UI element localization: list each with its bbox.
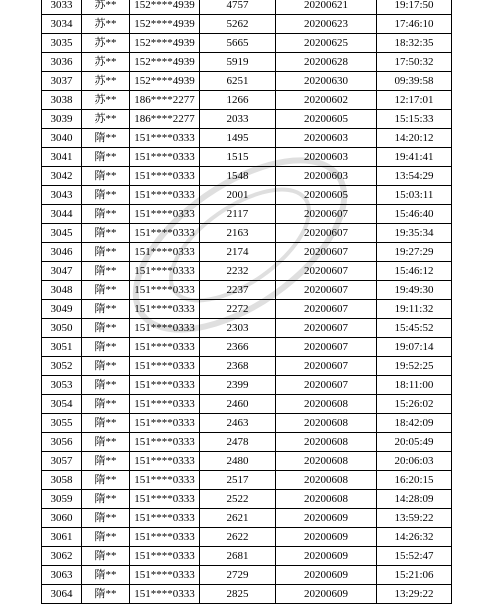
name-cell: 隋** [82,452,130,471]
phone-cell: 151****0333 [130,129,200,148]
name-cell: 隋** [82,167,130,186]
number-cell: 2460 [200,395,276,414]
phone-cell: 151****0333 [130,471,200,490]
number-cell: 2825 [200,585,276,604]
serial-number-cell: 3057 [42,452,82,471]
number-cell: 5919 [200,53,276,72]
date-cell: 20200605 [276,110,377,129]
date-cell: 20200628 [276,53,377,72]
time-cell: 09:39:58 [377,72,452,91]
phone-cell: 151****0333 [130,186,200,205]
name-cell: 隋** [82,471,130,490]
name-cell: 隋** [82,376,130,395]
number-cell: 1266 [200,91,276,110]
serial-number-cell: 3051 [42,338,82,357]
serial-number-cell: 3037 [42,72,82,91]
serial-number-cell: 3042 [42,167,82,186]
date-cell: 20200607 [276,376,377,395]
time-cell: 15:21:06 [377,566,452,585]
table-row [42,490,452,509]
table-row [42,34,452,53]
serial-number-cell: 3039 [42,110,82,129]
table-row [42,15,452,34]
name-cell: 隋** [82,338,130,357]
date-cell: 20200607 [276,281,377,300]
date-cell: 20200623 [276,15,377,34]
time-cell: 19:11:32 [377,300,452,319]
table-row [42,357,452,376]
table-row [42,53,452,72]
date-cell: 20200607 [276,319,377,338]
table-row [42,585,452,604]
table-row [42,148,452,167]
table-row [42,129,452,148]
table-row [42,319,452,338]
time-cell: 15:45:52 [377,319,452,338]
records-table-body [42,0,452,604]
phone-cell: 151****0333 [130,205,200,224]
table-row [42,452,452,471]
date-cell: 20200607 [276,262,377,281]
serial-number-cell: 3049 [42,300,82,319]
date-cell: 20200608 [276,433,377,452]
table-row [42,395,452,414]
number-cell: 4757 [200,0,276,15]
name-cell: 隋** [82,205,130,224]
phone-cell: 186****2277 [130,110,200,129]
phone-cell: 152****4939 [130,34,200,53]
name-cell: 苏** [82,110,130,129]
serial-number-cell: 3035 [42,34,82,53]
serial-number-cell: 3038 [42,91,82,110]
time-cell: 19:07:14 [377,338,452,357]
phone-cell: 151****0333 [130,452,200,471]
date-cell: 20200609 [276,566,377,585]
table-row [42,224,452,243]
name-cell: 隋** [82,224,130,243]
table-row [42,471,452,490]
time-cell: 15:26:02 [377,395,452,414]
name-cell: 隋** [82,243,130,262]
number-cell: 2681 [200,547,276,566]
name-cell: 隋** [82,357,130,376]
table-row [42,566,452,585]
number-cell: 2033 [200,110,276,129]
number-cell: 2368 [200,357,276,376]
phone-cell: 151****0333 [130,490,200,509]
table-row [42,376,452,395]
phone-cell: 151****0333 [130,167,200,186]
name-cell: 隋** [82,414,130,433]
number-cell: 2272 [200,300,276,319]
number-cell: 1548 [200,167,276,186]
time-cell: 15:46:12 [377,262,452,281]
serial-number-cell: 3053 [42,376,82,395]
table-row [42,243,452,262]
number-cell: 2001 [200,186,276,205]
number-cell: 2480 [200,452,276,471]
name-cell: 苏** [82,72,130,91]
time-cell: 14:26:32 [377,528,452,547]
name-cell: 隋** [82,129,130,148]
serial-number-cell: 3046 [42,243,82,262]
date-cell: 20200609 [276,528,377,547]
date-cell: 20200609 [276,547,377,566]
number-cell: 2522 [200,490,276,509]
date-cell: 20200607 [276,357,377,376]
time-cell: 19:41:41 [377,148,452,167]
phone-cell: 151****0333 [130,414,200,433]
number-cell: 1515 [200,148,276,167]
time-cell: 15:03:11 [377,186,452,205]
phone-cell: 152****4939 [130,15,200,34]
name-cell: 苏** [82,0,130,15]
serial-number-cell: 3058 [42,471,82,490]
name-cell: 隋** [82,319,130,338]
time-cell: 17:46:10 [377,15,452,34]
name-cell: 苏** [82,15,130,34]
table-row [42,262,452,281]
number-cell: 2366 [200,338,276,357]
phone-cell: 151****0333 [130,509,200,528]
time-cell: 14:28:09 [377,490,452,509]
time-cell: 19:27:29 [377,243,452,262]
name-cell: 隋** [82,585,130,604]
serial-number-cell: 3045 [42,224,82,243]
number-cell: 2237 [200,281,276,300]
number-cell: 2117 [200,205,276,224]
table-row [42,0,452,15]
date-cell: 20200608 [276,414,377,433]
serial-number-cell: 3033 [42,0,82,15]
phone-cell: 151****0333 [130,148,200,167]
phone-cell: 152****4939 [130,53,200,72]
number-cell: 1495 [200,129,276,148]
name-cell: 隋** [82,148,130,167]
name-cell: 苏** [82,53,130,72]
date-cell: 20200621 [276,0,377,15]
table-row [42,72,452,91]
time-cell: 17:50:32 [377,53,452,72]
number-cell: 2163 [200,224,276,243]
date-cell: 20200607 [276,338,377,357]
table-row [42,91,452,110]
serial-number-cell: 3052 [42,357,82,376]
number-cell: 2174 [200,243,276,262]
number-cell: 5262 [200,15,276,34]
phone-cell: 151****0333 [130,338,200,357]
serial-number-cell: 3055 [42,414,82,433]
name-cell: 隋** [82,300,130,319]
date-cell: 20200602 [276,91,377,110]
name-cell: 隋** [82,528,130,547]
date-cell: 20200608 [276,471,377,490]
table-row [42,281,452,300]
phone-cell: 151****0333 [130,433,200,452]
table-row [42,414,452,433]
serial-number-cell: 3061 [42,528,82,547]
time-cell: 15:46:40 [377,205,452,224]
phone-cell: 151****0333 [130,395,200,414]
name-cell: 隋** [82,395,130,414]
time-cell: 16:20:15 [377,471,452,490]
phone-cell: 151****0333 [130,585,200,604]
date-cell: 20200607 [276,205,377,224]
serial-number-cell: 3050 [42,319,82,338]
number-cell: 2621 [200,509,276,528]
date-cell: 20200608 [276,395,377,414]
phone-cell: 151****0333 [130,300,200,319]
name-cell: 苏** [82,91,130,110]
date-cell: 20200608 [276,490,377,509]
table-row [42,186,452,205]
time-cell: 18:11:00 [377,376,452,395]
time-cell: 20:06:03 [377,452,452,471]
name-cell: 隋** [82,547,130,566]
time-cell: 14:20:12 [377,129,452,148]
number-cell: 2232 [200,262,276,281]
serial-number-cell: 3054 [42,395,82,414]
date-cell: 20200625 [276,34,377,53]
serial-number-cell: 3048 [42,281,82,300]
table-row [42,300,452,319]
table-row [42,338,452,357]
name-cell: 隋** [82,433,130,452]
table-row [42,547,452,566]
date-cell: 20200608 [276,452,377,471]
serial-number-cell: 3041 [42,148,82,167]
number-cell: 2729 [200,566,276,585]
time-cell: 18:42:09 [377,414,452,433]
serial-number-cell: 3044 [42,205,82,224]
date-cell: 20200603 [276,148,377,167]
table-row [42,110,452,129]
phone-cell: 151****0333 [130,262,200,281]
phone-cell: 151****0333 [130,357,200,376]
number-cell: 2463 [200,414,276,433]
time-cell: 15:15:33 [377,110,452,129]
serial-number-cell: 3056 [42,433,82,452]
phone-cell: 151****0333 [130,566,200,585]
number-cell: 2622 [200,528,276,547]
table-row [42,509,452,528]
serial-number-cell: 3047 [42,262,82,281]
serial-number-cell: 3043 [42,186,82,205]
phone-cell: 151****0333 [130,243,200,262]
date-cell: 20200603 [276,129,377,148]
time-cell: 12:17:01 [377,91,452,110]
date-cell: 20200603 [276,167,377,186]
table-row [42,205,452,224]
phone-cell: 151****0333 [130,319,200,338]
serial-number-cell: 3036 [42,53,82,72]
phone-cell: 186****2277 [130,91,200,110]
date-cell: 20200605 [276,186,377,205]
date-cell: 20200630 [276,72,377,91]
time-cell: 15:52:47 [377,547,452,566]
number-cell: 2399 [200,376,276,395]
phone-cell: 151****0333 [130,281,200,300]
number-cell: 2303 [200,319,276,338]
table-row [42,528,452,547]
serial-number-cell: 3062 [42,547,82,566]
time-cell: 13:29:22 [377,585,452,604]
date-cell: 20200607 [276,300,377,319]
serial-number-cell: 3063 [42,566,82,585]
number-cell: 6251 [200,72,276,91]
time-cell: 19:49:30 [377,281,452,300]
name-cell: 隋** [82,490,130,509]
serial-number-cell: 3059 [42,490,82,509]
name-cell: 隋** [82,566,130,585]
time-cell: 13:59:22 [377,509,452,528]
name-cell: 隋** [82,262,130,281]
number-cell: 2517 [200,471,276,490]
serial-number-cell: 3040 [42,129,82,148]
table-row [42,167,452,186]
serial-number-cell: 3060 [42,509,82,528]
time-cell: 19:52:25 [377,357,452,376]
number-cell: 2478 [200,433,276,452]
phone-cell: 151****0333 [130,547,200,566]
phone-cell: 151****0333 [130,376,200,395]
time-cell: 20:05:49 [377,433,452,452]
name-cell: 苏** [82,34,130,53]
time-cell: 19:35:34 [377,224,452,243]
date-cell: 20200607 [276,243,377,262]
records-table [41,0,452,604]
time-cell: 18:32:35 [377,34,452,53]
date-cell: 20200609 [276,585,377,604]
serial-number-cell: 3034 [42,15,82,34]
phone-cell: 152****4939 [130,0,200,15]
date-cell: 20200609 [276,509,377,528]
serial-number-cell: 3064 [42,585,82,604]
name-cell: 隋** [82,186,130,205]
phone-cell: 152****4939 [130,72,200,91]
phone-cell: 151****0333 [130,528,200,547]
table-row [42,433,452,452]
phone-cell: 151****0333 [130,224,200,243]
number-cell: 5665 [200,34,276,53]
name-cell: 隋** [82,281,130,300]
date-cell: 20200607 [276,224,377,243]
time-cell: 13:54:29 [377,167,452,186]
name-cell: 隋** [82,509,130,528]
time-cell: 19:17:50 [377,0,452,15]
